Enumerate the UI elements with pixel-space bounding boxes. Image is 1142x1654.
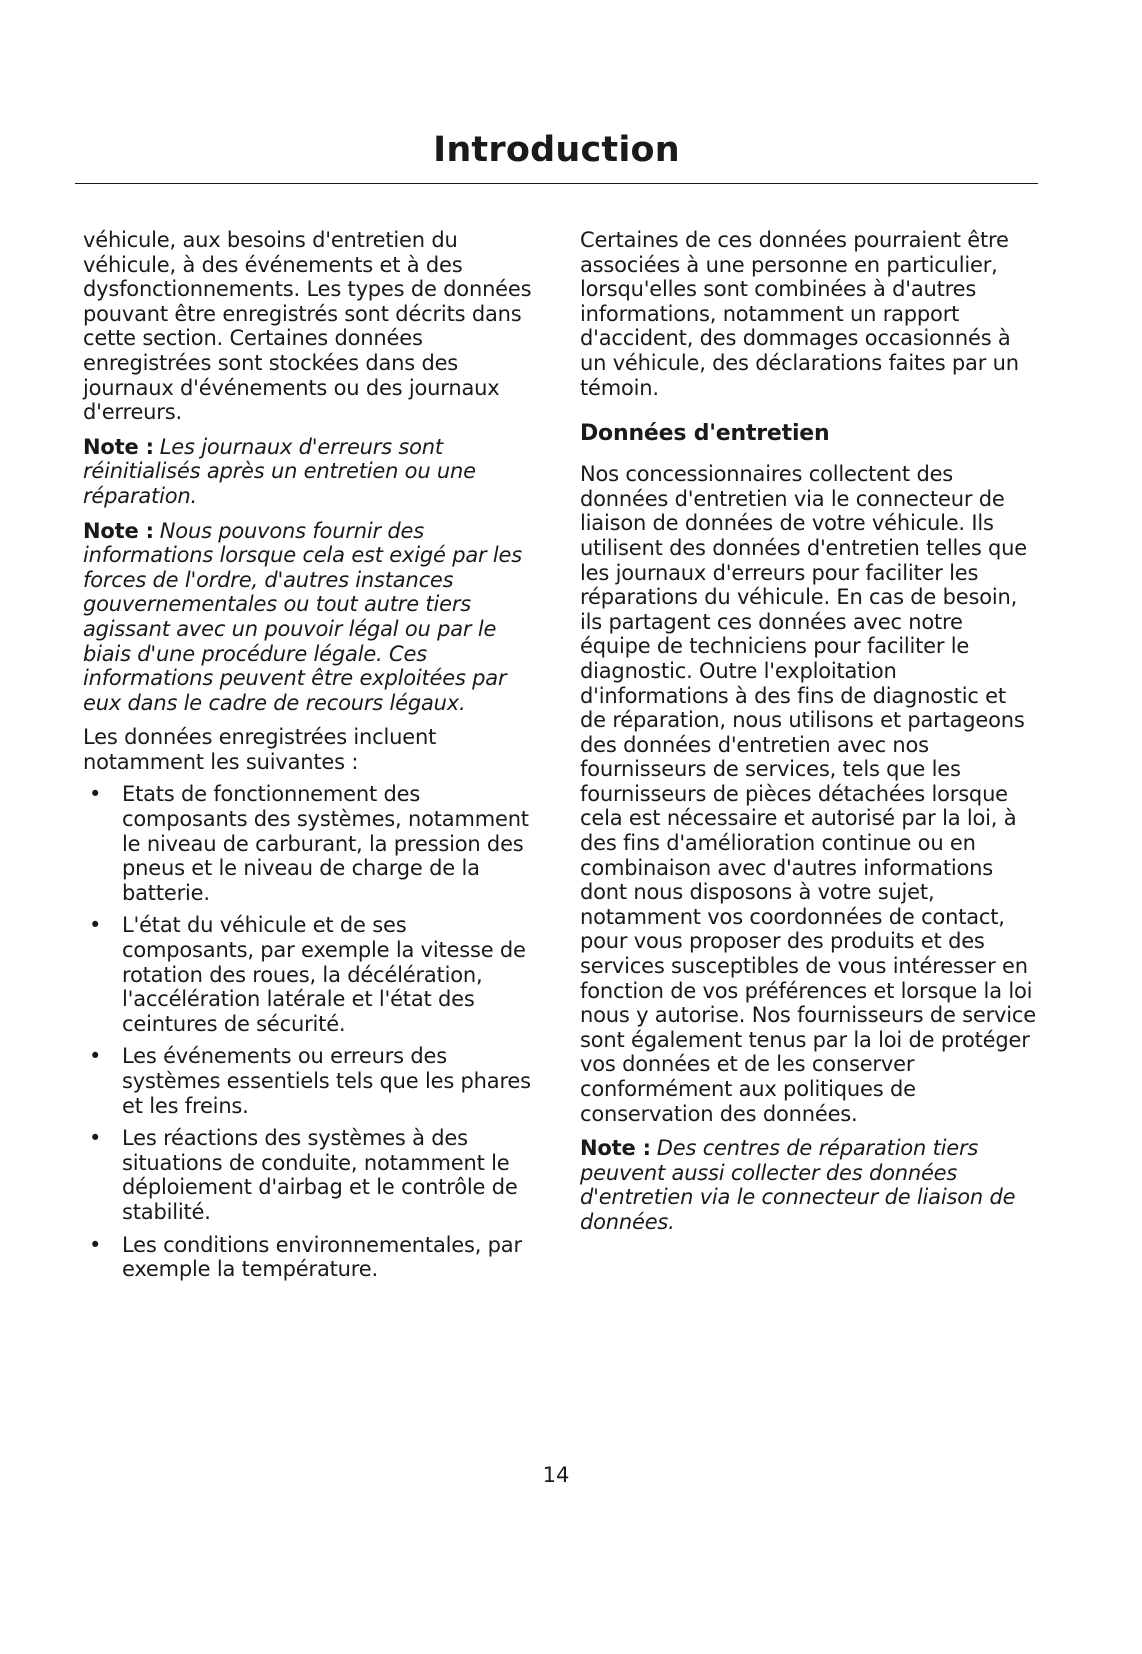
note-text: Les journaux d'erreurs sont réinitialisés après un entretien ou une réparation. [83,434,476,508]
right-column [580,228,1037,1245]
bullet-icon: • [89,913,102,938]
note-label: Note : [580,1136,651,1161]
bullet-icon: • [89,1232,102,1257]
title-divider [75,183,1038,184]
note-label: Note : [83,434,154,459]
left-column [83,228,540,1290]
note-text: Des centres de réparation tiers peuvent aussi collecter des données d'entretien via le connecteur de liaison de données. [580,1136,1016,1234]
bullet-icon: • [89,782,102,807]
list-item-text: Etats de fonctionnement des composants des systèmes, notamment le niveau de carburant, la pression des pneus et le niveau de charge de la batterie. [122,782,529,905]
intro-paragraph: véhicule, aux besoins d'entretien du véhicule, à des événements et à des dysfonctionnements. Les types de données pouvant être enregistrés sont décrits dans cette section. Certaines données enregistrées sont stockées dans des journaux d'événements ou des journaux d'erreurs. [83,228,532,425]
list-item [83,1233,540,1282]
list-item [83,1126,540,1224]
note-legal-disclosure [83,519,540,716]
list-intro: Les données enregistrées incluent notamment les suivantes : [83,725,437,774]
data-association-paragraph: Certaines de ces données pourraient être associées à une personne en particulier, lorsqu'elles sont combinées à d'autres informations, notamment un rapport d'accident, des dommages occasionnés à un véhicule, des déclarations faites par un témoin. [580,228,1019,400]
section-heading-service-data: Données d'entretien [580,421,830,447]
list-item [83,782,540,905]
list-item-text: L'état du véhicule et de ses composants, par exemple la vitesse de rotation des roues, la décélération, l'accélération latérale et l'état des ceintures de sécurité. [122,913,526,1036]
page-title: Introduction [433,130,680,170]
list-item-text: Les réactions des systèmes à des situations de conduite, notamment le déploiement d'airbag et le contrôle de stabilité. [122,1126,518,1224]
list-item-text: Les événements ou erreurs des systèmes essentiels tels que les phares et les freins. [122,1044,531,1118]
bullet-icon: • [89,1044,102,1069]
page-number: 14 [542,1463,570,1487]
note-text: Nous pouvons fournir des informations lorsque cela est exigé par les forces de l'ordre, d'autres instances gouvernementales ou tout autre tiers agissant avec un pouvoir légal ou par le biais d'une procédure légale. Ces informations peuvent être exploitées par eux dans le cadre de recours légaux. [83,518,523,715]
note-third-party-repair [580,1136,1037,1234]
bullet-icon: • [89,1126,102,1151]
service-data-paragraph: Nos concessionnaires collectent des données d'entretien via le connecteur de liaison de données de votre véhicule. Ils utilisent des données d'entretien telles que les journaux d'erreurs pour faciliter les réparations du véhicule. En cas de besoin, ils partagent ces données avec notre équipe de techniciens pour faciliter le diagnostic. Outre l'exploitation d'informations à des fins de diagnostic et de réparation, nous utilisons et partageons des données d'entretien avec nos fournisseurs de services, tels que les fournisseurs de pièces détachées lorsque cela est nécessaire et autorisé par la loi, à des fins d'amélioration continue ou en combinaison avec d'autres informations dont nous disposons à votre sujet, notamment vos coordonnées de contact, pour vous proposer des produits et des services susceptibles de vous intéresser en fonction de vos préférences et lorsque la loi nous y autorise. Nos fournisseurs de service sont également tenus par la loi de protéger vos données et de les conserver conformément aux politiques de conservation des données. [580,462,1036,1126]
note-error-logs [83,435,540,509]
list-item [83,913,540,1036]
note-label: Note : [83,518,154,543]
list-item [83,1044,540,1118]
list-item-text: Les conditions environnementales, par exemple la température. [122,1232,522,1282]
recorded-data-list [83,782,540,1281]
